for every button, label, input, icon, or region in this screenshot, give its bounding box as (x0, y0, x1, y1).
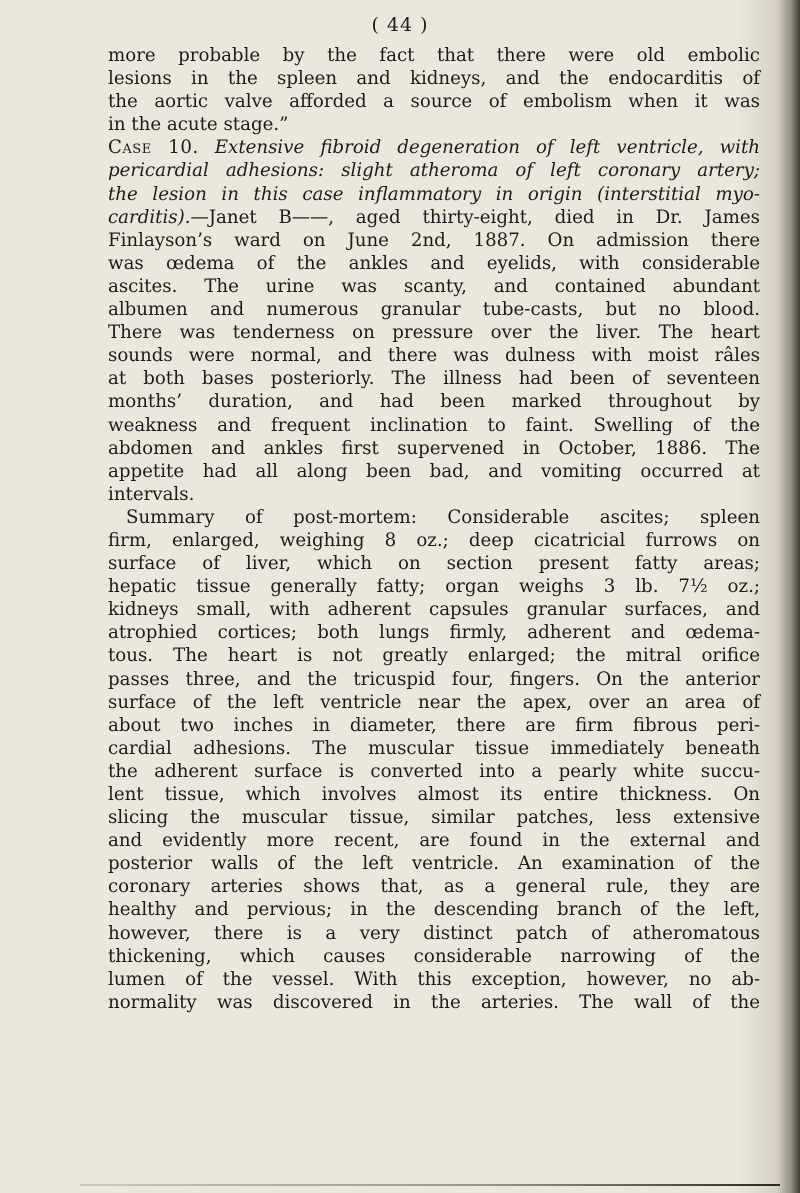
line-text: lesions in the spleen and kidneys, and the endocarditis of (108, 68, 760, 90)
line-text: intervals. (108, 483, 195, 505)
line-text: tous. The heart is not greatly enlarged; the mitral orifice (108, 645, 760, 667)
text-line (108, 321, 760, 344)
text-line (108, 968, 760, 991)
case-heading-italic: the lesion in this case inflammatory in origin (interstitial myo- (108, 183, 760, 205)
line-text: appetite had all along been bad, and vomiting occurred at (108, 460, 760, 482)
text-line (108, 598, 760, 621)
line-text: abdomen and ankles first supervened in October, 1886. The (108, 437, 760, 459)
text-line (108, 644, 760, 667)
line-text: at both bases posteriorly. The illness had been of seventeen (108, 368, 760, 390)
text-line (108, 275, 760, 298)
text-line (108, 506, 760, 529)
text-line (108, 113, 760, 136)
line-text: slicing the muscular tissue, similar patches, less extensive (108, 807, 760, 829)
line-text: coronary arteries shows that, as a general rule, they are (108, 876, 760, 898)
text-line (108, 390, 760, 413)
line-text: was œdema of the ankles and eyelids, with considerable (108, 252, 760, 274)
text-line (108, 668, 760, 691)
line-text: surface of the left ventricle near the apex, over an area of (108, 691, 760, 713)
line-text: kidneys small, with adherent capsules granular surfaces, and (108, 599, 760, 621)
page-number: ( 44 ) (371, 14, 429, 36)
line-text: surface of liver, which on section present fatty areas; (108, 553, 760, 575)
line-text: —Janet B——, aged thirty-eight, died in Dr. James (190, 206, 760, 228)
text-line (108, 575, 760, 598)
line-text: cardial adhesions. The muscular tissue immediately beneath (108, 737, 760, 759)
line-text: posterior walls of the left ventricle. An examination of the (108, 853, 760, 875)
page-edge-line (80, 1184, 780, 1186)
text-line (108, 206, 760, 229)
text-line (108, 737, 760, 760)
body-text (108, 44, 760, 1014)
text-line (108, 344, 760, 367)
line-text: healthy and pervious; in the descending branch of the left, (108, 899, 760, 921)
line-text: Summary of post-mortem: Considerable ascites; spleen (126, 506, 760, 528)
text-line (108, 367, 760, 390)
line-text: lumen of the vessel. With this exception, however, no ab- (108, 968, 760, 990)
text-line (108, 691, 760, 714)
text-line (108, 945, 760, 968)
line-text: Finlayson’s ward on June 2nd, 1887. On admission there (108, 229, 760, 251)
line-text: thickening, which causes considerable narrowing of the (108, 945, 760, 967)
text-line (108, 783, 760, 806)
line-text: lent tissue, which involves almost its entire thickness. On (108, 784, 760, 805)
text-line (108, 483, 760, 506)
line-text: atrophied cortices; both lungs firmly, adherent and œdema- (108, 622, 760, 644)
text-line (108, 229, 760, 252)
line-text: months’ duration, and had been marked throughout by (108, 391, 760, 413)
line-text: about two inches in diameter, there are firm fibrous peri- (108, 714, 760, 736)
text-line (108, 183, 760, 206)
text-line (108, 875, 760, 898)
line-text: the adherent surface is converted into a pearly white succu- (108, 760, 760, 782)
spine-shadow (778, 0, 800, 1193)
text-line (108, 829, 760, 852)
line-text: hepatic tissue generally fatty; organ weighs 3 lb. 7½ oz.; (108, 576, 760, 598)
case-heading-italic: pericardial adhesions: slight atheroma of left coronary artery; (108, 160, 760, 182)
text-line (108, 136, 760, 159)
text-line (108, 991, 760, 1014)
line-text: the aortic valve afforded a source of embolism when it was (108, 91, 760, 113)
case-label: Case 10. (108, 137, 199, 159)
text-line (108, 159, 760, 182)
text-line (108, 414, 760, 437)
text-line (108, 806, 760, 829)
text-line (108, 714, 760, 737)
line-text: passes three, and the tricuspid four, fingers. On the anterior (108, 668, 760, 690)
text-line (108, 252, 760, 275)
text-line (108, 44, 760, 67)
text-line (108, 90, 760, 113)
text-line (108, 621, 760, 644)
text-line (108, 760, 760, 783)
line-text: and evidently more recent, are found in the external and (108, 830, 760, 852)
case-heading-italic: carditis). (108, 206, 191, 228)
line-text: firm, enlarged, weighing 8 oz.; deep cicatricial furrows on (108, 529, 760, 551)
line-text: sounds were normal, and there was dulness with moist râles (108, 345, 760, 367)
line-text: There was tenderness on pressure over the liver. The heart (108, 322, 760, 344)
text-line (108, 460, 760, 483)
text-line (108, 922, 760, 945)
text-line (108, 852, 760, 875)
line-text: in the acute stage.” (108, 114, 289, 136)
case-heading-italic: Extensive fibroid degeneration of left ventricle, with (214, 137, 761, 159)
line-text: weakness and frequent inclination to faint. Swelling of the (108, 414, 760, 436)
text-line (108, 552, 760, 575)
text-line (108, 298, 760, 321)
line-text: normality was discovered in the arteries. The wall of the (108, 991, 760, 1013)
line-text: more probable by the fact that there were old embolic (108, 45, 760, 66)
text-line (108, 67, 760, 90)
line-text: however, there is a very distinct patch of atheromatous (108, 922, 760, 944)
text-line (108, 898, 760, 921)
text-line (108, 437, 760, 460)
line-text: ascites. The urine was scanty, and contained abundant (108, 275, 760, 297)
line-text: albumen and numerous granular tube-casts, but no blood. (108, 299, 760, 321)
text-line (108, 529, 760, 552)
